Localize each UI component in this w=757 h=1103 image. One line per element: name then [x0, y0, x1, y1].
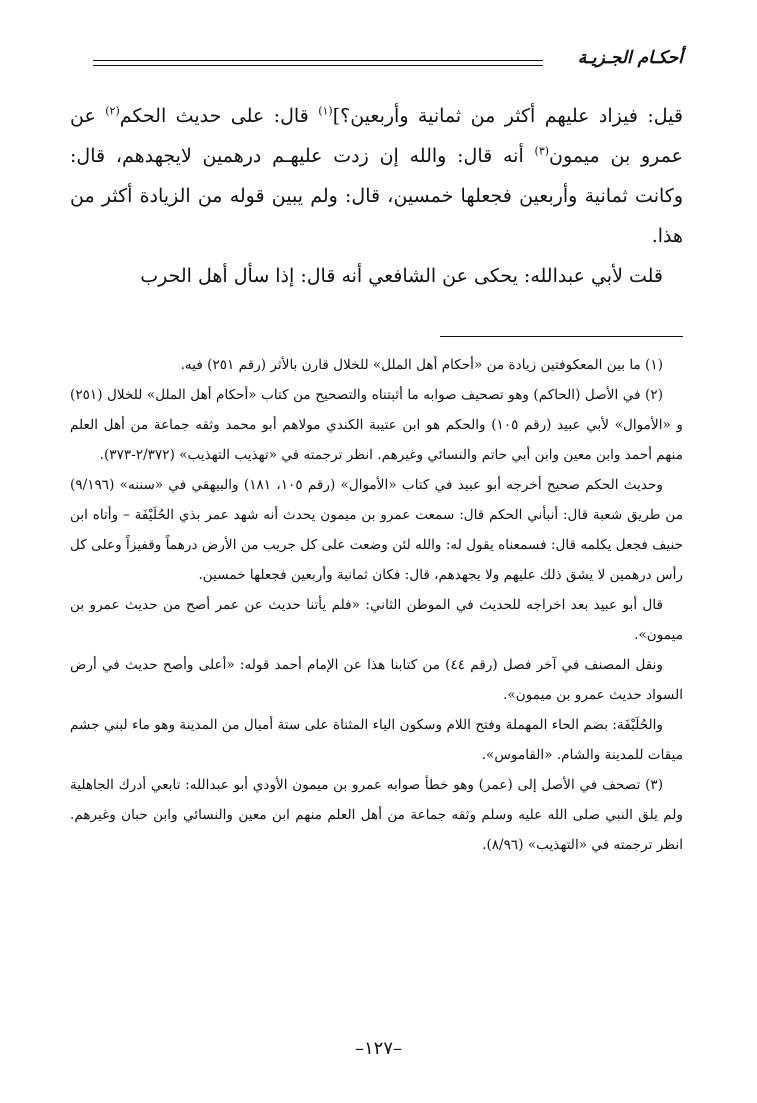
running-header-title: أحكـام الجـزيـة — [570, 48, 683, 68]
footnotes — [70, 350, 683, 860]
footnote-marker: (٣) — [534, 144, 550, 158]
footnote-marker: (١) — [318, 104, 333, 118]
footnote: (٢) في الأصل (الحاكم) وهو تصحيف صوابه ما أثبتناه والتصحيح من كتاب «أحكام أهل الملل» للخلال (٢٥١) و «الأموال» لأبي عبيد (رقم ١٠٥) والحكم هو ابن عتيبة الكندي مولاهم أبو محمد وثقه جماعة من أهل العلم منهم أحمد وابن معين وابن أبي حاتم والنسائي وغيرهم. انظر ترجمته في «تهذيب التهذيب» (٢/٣٧٢-٣٧٣). — [70, 387, 683, 463]
footnote-marker: (٢) — [105, 104, 120, 118]
footnote: ونقل المصنف في آخر فصل (رقم ٤٤) من كتابنا هذا عن الإمام أحمد قوله: «أعلى وأصح حديث في أرض السواد حديث عمرو بن ميمون». — [70, 657, 683, 703]
footnote: (٣) تصحف في الأصل إلى (عمر) وهو خطأ صوابه عمرو بن ميمون الأودي أبو عبدالله: تابعي أدرك الجاهلية ولم يلق النبي صلى الله عليه وسلم وثقه جماعة من أهل العلم منهم ابن معين والنسائي وابن حبان وغيرهم. انظر ترجمته في «التهذيب» (٨/٩٦). — [70, 777, 683, 853]
footnote-separator — [440, 336, 683, 337]
header-rule — [93, 60, 543, 61]
footnote: والحُلَيْفَة: بضم الحاء المهملة وفتح اللام وسكون الياء المثناة على ستة أميال من المدينة وهو ماء لبني جشم ميقات للمدينة والشام. «القاموس». — [70, 717, 683, 763]
main-paragraph: قلت لأبي عبدالله: يحكى عن الشافعي أنه قال: إذا سأل أهل الحرب — [140, 265, 663, 287]
main-text-segment: عن عمرو بن ميمون — [70, 105, 683, 167]
page-number: –١٢٧– — [354, 1038, 402, 1059]
footnote: قال أبو عبيد بعد اخراجه للحديث في الموطن الثاني: «فلم يأتنا حديث عن عمر أصح من حديث عمرو بن ميمون». — [70, 597, 683, 643]
footnote: وحديث الحكم صحيح أخرجه أبو عبيد في كتاب «الأموال» (رقم ١٠٥، ١٨١) والبيهقي في «سننه» (٩/١٩٦) من طريق شعبة قال: أنبأني الحكم قال: سمعت عمرو بن ميمون يحدث أنه شهد عمر بذي الحُلَيْفَة – وأتاه ابن حنيف فجعل يكلمه قال: فسمعناه يقول له: والله لئن وضعت على كل جريب من الأرض درهماً وقفيزاً وعلى كل رأس درهمين لا يشق ذلك عليهم ولا يجهدهم، قال: فكان ثمانية وأربعين فجعلها خمسين. — [70, 477, 683, 583]
main-text-segment: قال: على حديث الحكم — [119, 105, 319, 127]
footnote: (١) ما بين المعكوفتين زيادة من «أحكام أهل الملل» للخلال قارن بالأثر (رقم ٢٥١) فيه. — [180, 357, 663, 373]
running-header — [93, 46, 683, 78]
main-text — [70, 96, 683, 296]
main-text-segment: أنه قال: والله إن زدت عليهـم درهمين لايجهدهم، قال: وكانت ثمانية وأربعين فجعلها خمسين، قال: ولم يبين قوله من الزيادة أكثر من هذا. — [70, 145, 683, 247]
main-text-segment: قيل: فيزاد عليهم أكثر من ثمانية وأربعين؟] — [332, 105, 683, 127]
header-rule-double — [93, 65, 543, 66]
main-paragraph — [70, 96, 683, 256]
